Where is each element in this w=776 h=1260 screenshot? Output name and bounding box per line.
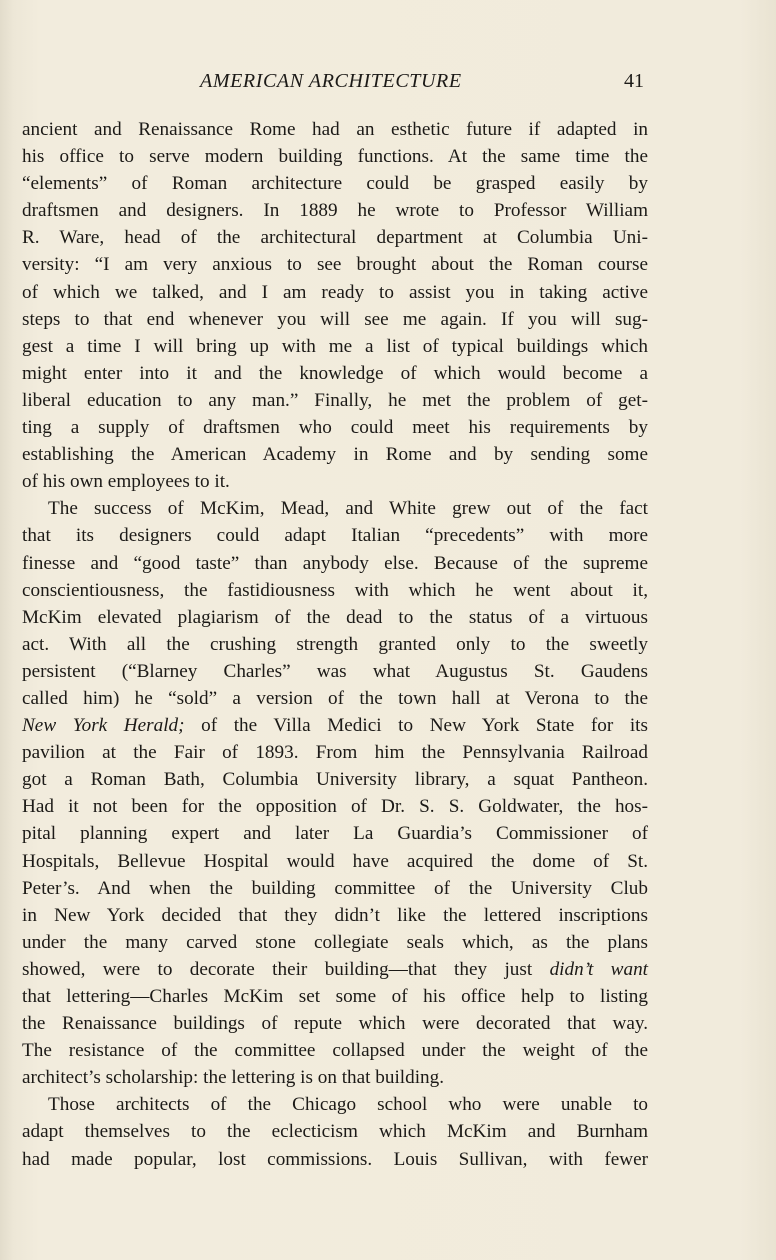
text-line: act. With all the crushing strength granted only to the sweetly	[22, 633, 648, 655]
text-line: in New York decided that they didn’t like the lettered inscriptions	[22, 904, 648, 926]
text-line: pital planning expert and later La Guardia’s Commissioner of	[22, 823, 648, 845]
text-line: steps to that end whenever you will see me again. If you will sug-	[22, 308, 648, 330]
text-span: showed, were to decorate their building—that they just	[22, 958, 550, 980]
text-line: that its designers could adapt Italian “precedents” with more	[22, 525, 648, 547]
text-line: ancient and Renaissance Rome had an esthetic future if adapted in	[22, 119, 648, 140]
text-line: the Renaissance buildings of repute which were decorated that way.	[22, 1013, 648, 1035]
text-line: called him) he “sold” a version of the town hall at Verona to the	[22, 687, 648, 709]
text-line: his office to serve modern building functions. At the same time the	[22, 146, 648, 168]
text-line: got a Roman Bath, Columbia University library, a squat Pantheon.	[22, 769, 648, 791]
text-line: finesse and “good taste” than anybody else. Because of the supreme	[22, 552, 648, 574]
text-line: pavilion at the Fair of 1893. From him the Pennsylvania Railroad	[22, 742, 648, 764]
text-line: had made popular, lost commissions. Louis Sullivan, with fewer	[22, 1148, 648, 1170]
italic-text: didn’t want	[549, 958, 648, 980]
page-number: 41	[624, 70, 644, 92]
text-line: establishing the American Academy in Rome and by sending some	[22, 444, 648, 466]
text-span: of the Villa Medici to New York State for its	[184, 715, 648, 737]
text-line: Those architects of the Chicago school who were unable to	[48, 1094, 648, 1116]
text-line: versity: “I am very anxious to see brought about the Roman course	[22, 254, 648, 276]
text-line: ting a supply of draftsmen who could meet his requirements by	[22, 417, 648, 439]
text-line: The success of McKim, Mead, and White grew out of the fact	[48, 498, 648, 520]
text-line: of his own employees to it.	[22, 471, 230, 493]
text-line: adapt themselves to the eclecticism which McKim and Burnham	[22, 1121, 648, 1143]
text-line: “elements” of Roman architecture could be grasped easily by	[22, 173, 648, 195]
text-line: Had it not been for the opposition of Dr. S. S. Goldwater, the hos-	[22, 796, 648, 818]
text-line: conscientiousness, the fastidiousness with which he went about it,	[22, 579, 648, 601]
running-title: AMERICAN ARCHITECTURE	[200, 70, 462, 92]
text-line: persistent (“Blarney Charles” was what Augustus St. Gaudens	[22, 660, 648, 682]
text-line: of which we talked, and I am ready to assist you in taking active	[22, 281, 648, 303]
text-line: gest a time I will bring up with me a list of typical buildings which	[22, 335, 648, 357]
text-line	[22, 712, 648, 739]
text-line: that lettering—Charles McKim set some of his office help to listing	[22, 986, 648, 1007]
text-line: R. Ware, head of the architectural department at Columbia Uni-	[22, 227, 648, 249]
text-line: The resistance of the committee collapsed under the weight of the	[22, 1040, 648, 1062]
text-line: Hospitals, Bellevue Hospital would have acquired the dome of St.	[22, 850, 648, 872]
text-line: architect’s scholarship: the lettering is on that building.	[22, 1067, 445, 1089]
italic-text: New York Herald;	[22, 715, 185, 737]
text-line: might enter into it and the knowledge of which would become a	[22, 362, 648, 384]
text-line: McKim elevated plagiarism of the dead to the status of a virtuous	[22, 606, 648, 628]
text-line: Peter’s. And when the building committee of the University Club	[22, 877, 648, 899]
text-line	[22, 956, 648, 983]
page-header	[0, 70, 776, 100]
text-line: under the many carved stone collegiate seals which, as the plans	[22, 931, 648, 953]
text-line: draftsmen and designers. In 1889 he wrote to Professor William	[22, 200, 648, 222]
text-line: liberal education to any man.” Finally, he met the problem of get-	[22, 389, 648, 411]
body-text	[22, 116, 648, 1173]
